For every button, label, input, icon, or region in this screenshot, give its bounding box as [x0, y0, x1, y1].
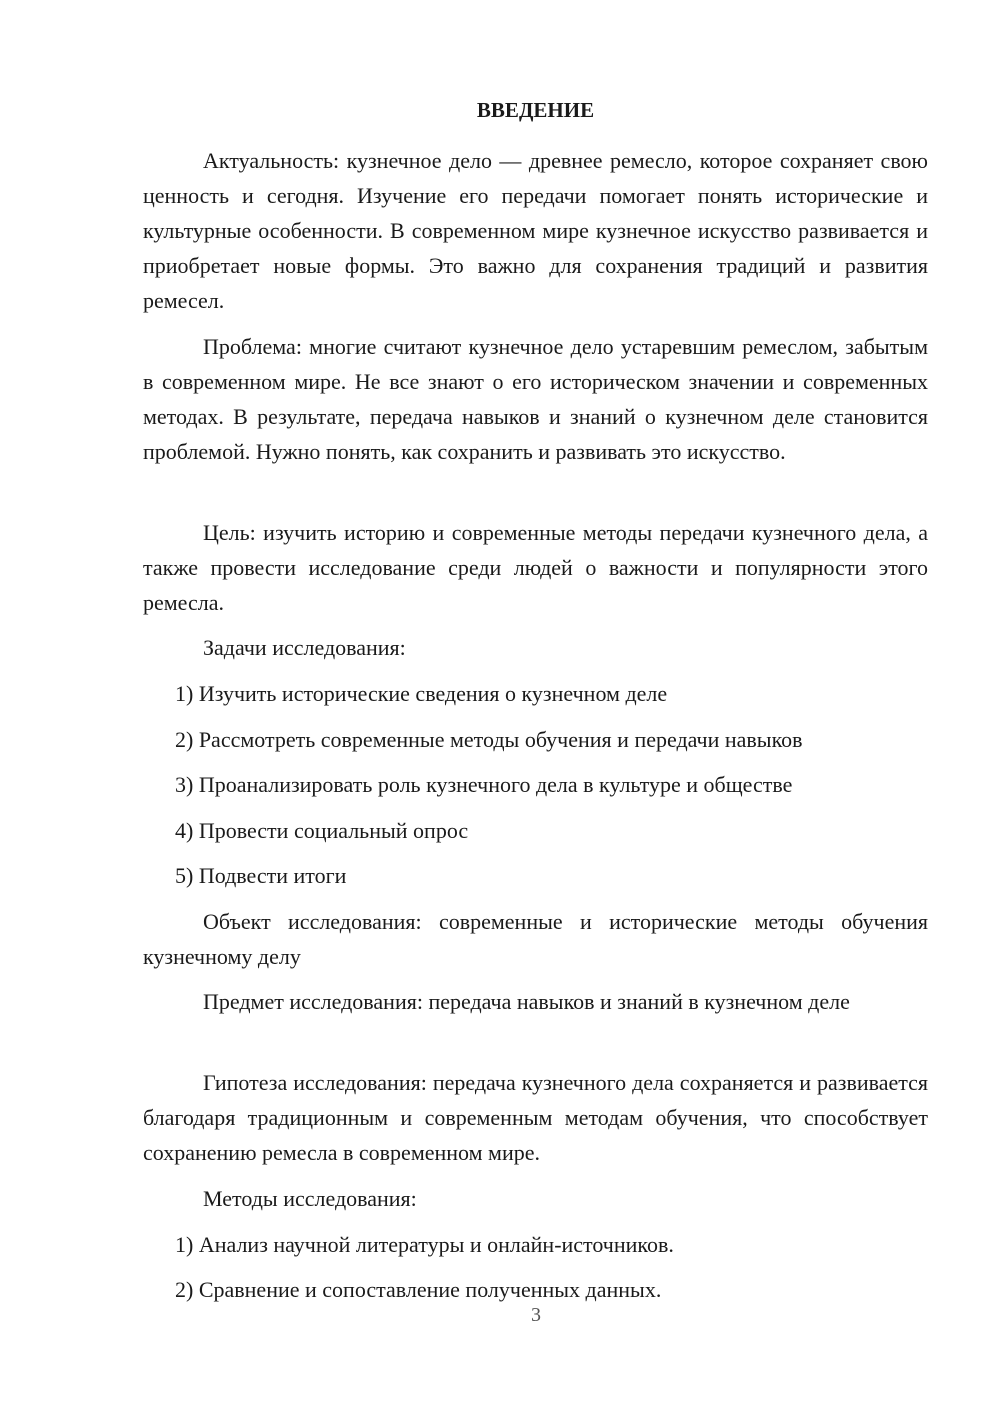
- task-item-3: 3) Проанализировать роль кузнечного дела в культуре и обществе: [175, 772, 793, 797]
- page-title: ВВЕДЕНИЕ: [476, 98, 595, 122]
- page-number: 3: [531, 1304, 541, 1326]
- paragraph-relevance: Актуальность: кузнечное дело — древнее ремесло, которое сохраняет свою ценность и сегодня. Изучение его передачи помогает понять исторические и культурные особенности. В современном мире кузнечное искусство развивается и приобретает новые формы. Это важно для сохранения традиций и развития ремесел.: [143, 148, 928, 313]
- methods-heading: Методы исследования:: [203, 1186, 417, 1211]
- tasks-heading: Задачи исследования:: [203, 635, 406, 660]
- paragraph-goal: Цель: изучить историю и современные методы передачи кузнечного дела, а также провести исследование среди людей о важности и популярности этого ремесла.: [143, 520, 928, 615]
- task-item-4: 4) Провести социальный опрос: [175, 818, 469, 843]
- method-item-2: 2) Сравнение и сопоставление полученных данных.: [175, 1277, 662, 1302]
- paragraph-problem: Проблема: многие считают кузнечное дело устаревшим ремеслом, забытым в современном мире. Не все знают о его историческом значении и современных методах. В результате, передача навыков и знаний о кузнечном деле становится проблемой. Нужно понять, как сохранить и развивать это искусство.: [143, 334, 928, 464]
- task-item-1: 1) Изучить исторические сведения о кузнечном деле: [175, 681, 668, 706]
- paragraph-hypothesis: Гипотеза исследования: передача кузнечного дела сохраняется и развивается благодаря традиционным и современным методам обучения, что способствует сохранению ремесла в современном мире.: [143, 1070, 928, 1165]
- method-item-1: 1) Анализ научной литературы и онлайн-источников.: [175, 1232, 674, 1257]
- task-item-2: 2) Рассмотреть современные методы обучения и передачи навыков: [175, 727, 803, 752]
- paragraph-object: Объект исследования: современные и исторические методы обучения кузнечному делу: [143, 909, 928, 969]
- task-item-5: 5) Подвести итоги: [175, 863, 347, 888]
- paragraph-subject: Предмет исследования: передача навыков и знаний в кузнечном деле: [203, 989, 850, 1014]
